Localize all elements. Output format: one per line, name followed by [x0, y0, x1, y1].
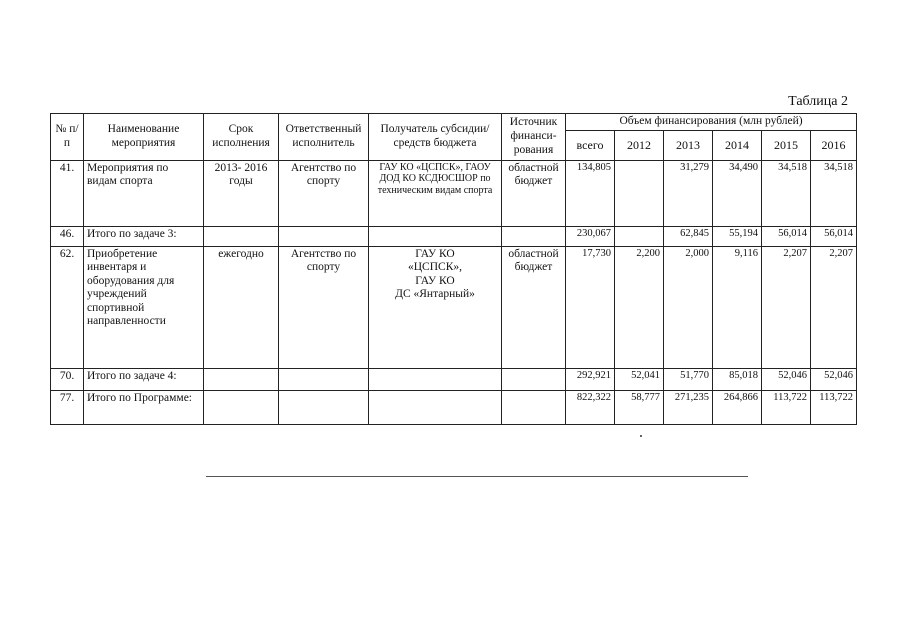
row-2014: 264,866 — [713, 390, 762, 424]
row-2015: 2,207 — [762, 246, 811, 368]
row-name: Итого по задаче 4: — [84, 368, 204, 390]
row-num: 46. — [51, 226, 84, 246]
header-source: Источник финанси-рования — [502, 114, 566, 161]
row-source — [502, 368, 566, 390]
row-2014: 9,116 — [713, 246, 762, 368]
row-2015: 56,014 — [762, 226, 811, 246]
row-name: Итого по задаче 3: — [84, 226, 204, 246]
row-term — [204, 226, 279, 246]
row-2016: 2,207 — [811, 246, 857, 368]
row-2013: 31,279 — [664, 160, 713, 226]
header-responsible: Ответственный исполнитель — [279, 114, 369, 161]
row-num: 77. — [51, 390, 84, 424]
header-year-2014: 2014 — [713, 130, 762, 160]
separator-line — [206, 476, 748, 477]
header-recipient: Получатель субсидии/ средств бюджета — [369, 114, 502, 161]
table-row — [51, 226, 857, 246]
row-2014: 85,018 — [713, 368, 762, 390]
header-name: Наименование мероприятия — [84, 114, 204, 161]
row-total: 822,322 — [566, 390, 615, 424]
row-total: 134,805 — [566, 160, 615, 226]
table-row — [51, 246, 857, 368]
row-recipient — [369, 390, 502, 424]
recipient-line: «ЦСПСК», — [408, 261, 462, 274]
row-2015: 113,722 — [762, 390, 811, 424]
row-name: Приобретение инвентаря и оборудования для учреждений спортивной направленности — [84, 246, 204, 368]
row-source — [502, 390, 566, 424]
row-term: ежегодно — [204, 246, 279, 368]
header-year-2013: 2013 — [664, 130, 713, 160]
header-funding: Объем финансирования (млн рублей) — [566, 114, 857, 131]
row-2012 — [615, 226, 664, 246]
row-recipient — [369, 246, 502, 368]
row-2015: 34,518 — [762, 160, 811, 226]
row-2012: 52,041 — [615, 368, 664, 390]
row-2013: 2,000 — [664, 246, 713, 368]
header-num: № п/п — [51, 114, 84, 161]
row-responsible — [279, 226, 369, 246]
row-responsible — [279, 368, 369, 390]
row-2012: 58,777 — [615, 390, 664, 424]
table-row — [51, 390, 857, 424]
row-2012 — [615, 160, 664, 226]
row-2013: 51,770 — [664, 368, 713, 390]
header-year-2012: 2012 — [615, 130, 664, 160]
row-2016: 52,046 — [811, 368, 857, 390]
row-name: Мероприятия по видам спорта — [84, 160, 204, 226]
header-year-2015: 2015 — [762, 130, 811, 160]
row-term — [204, 390, 279, 424]
row-2016: 56,014 — [811, 226, 857, 246]
header-year-2016: 2016 — [811, 130, 857, 160]
recipient-line: ГАУ КО — [415, 274, 455, 287]
row-responsible — [279, 390, 369, 424]
speck-dot — [640, 435, 642, 437]
row-num: 62. — [51, 246, 84, 368]
header-row — [51, 114, 857, 131]
recipient-line: ГАУ КО — [415, 247, 455, 260]
row-total: 17,730 — [566, 246, 615, 368]
table-row — [51, 368, 857, 390]
row-source — [502, 226, 566, 246]
recipient-line: ДС «Янтарный» — [395, 288, 475, 301]
row-term: 2013- 2016 годы — [204, 160, 279, 226]
table-caption: Таблица 2 — [788, 94, 848, 109]
row-2012: 2,200 — [615, 246, 664, 368]
header-term: Срок исполнения — [204, 114, 279, 161]
row-name: Итого по Программе: — [84, 390, 204, 424]
row-recipient: ГАУ КО «ЦСПСК», ГАОУ ДОД КО КСДЮСШОР по техническим видам спорта — [369, 160, 502, 226]
row-source: областной бюджет — [502, 160, 566, 226]
row-2014: 55,194 — [713, 226, 762, 246]
row-2013: 271,235 — [664, 390, 713, 424]
row-2014: 34,490 — [713, 160, 762, 226]
row-num: 41. — [51, 160, 84, 226]
row-responsible: Агентство по спорту — [279, 160, 369, 226]
row-2013: 62,845 — [664, 226, 713, 246]
row-2016: 34,518 — [811, 160, 857, 226]
financing-table — [50, 113, 857, 425]
row-total: 230,067 — [566, 226, 615, 246]
header-total: всего — [566, 130, 615, 160]
row-2015: 52,046 — [762, 368, 811, 390]
table-row — [51, 160, 857, 226]
row-total: 292,921 — [566, 368, 615, 390]
row-responsible: Агентство по спорту — [279, 246, 369, 368]
row-recipient — [369, 226, 502, 246]
row-num: 70. — [51, 368, 84, 390]
row-source: областной бюджет — [502, 246, 566, 368]
row-recipient — [369, 368, 502, 390]
row-term — [204, 368, 279, 390]
row-2016: 113,722 — [811, 390, 857, 424]
